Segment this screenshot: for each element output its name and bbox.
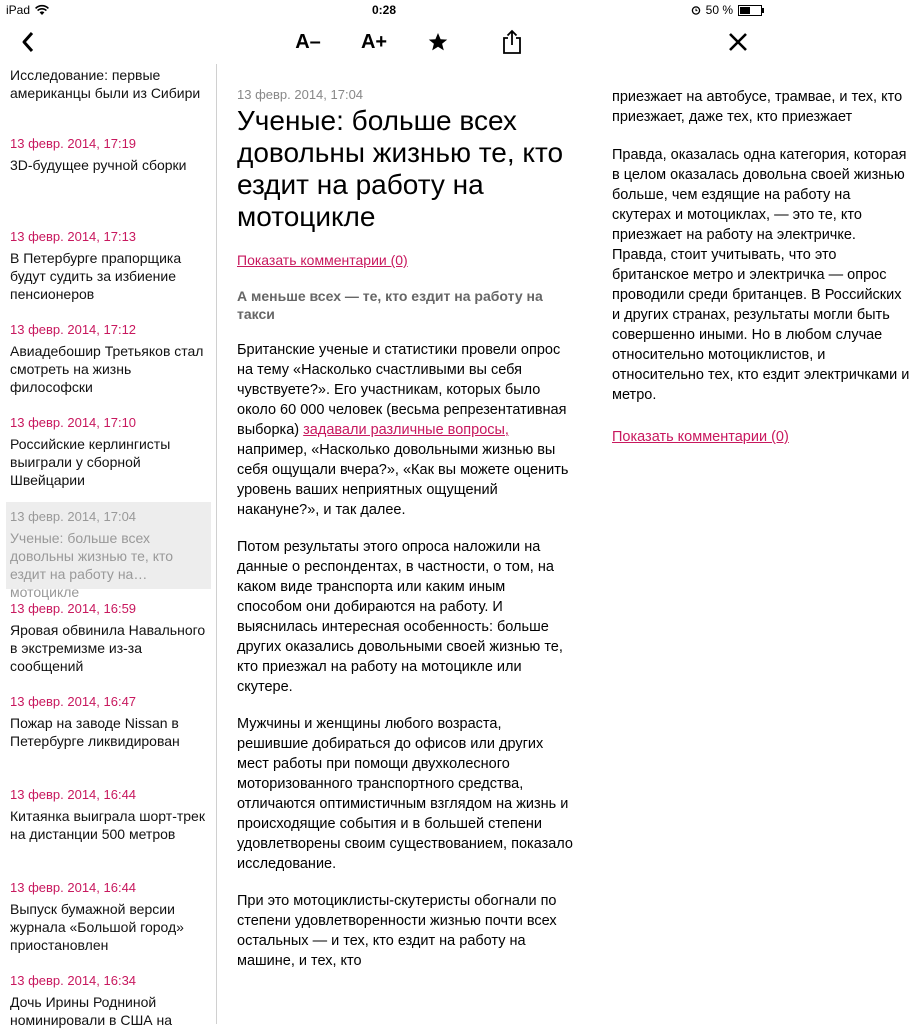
share-button[interactable] [498,20,526,64]
news-time: 13 февр. 2014, 17:04 [10,509,137,524]
news-list [0,64,217,1028]
paragraph-text: Британские ученые и статистики провели опрос на тему «Насколько счастливыми вы себя чувствуете?». Его участникам, которых было около 60 000 человек (весьма репрезентативная выборка) [237,342,567,438]
alarm-icon [691,5,701,15]
decrease-font-button[interactable]: A– [295,30,321,53]
news-title: Авиадебошир Третьяков стал смотреть на жизнь философски [10,343,204,395]
news-title: Китаянка выиграла шорт-трек на дистанции 500 метров [10,808,205,842]
show-comments-link-bottom[interactable]: Показать комментарии (0) [612,429,789,445]
news-title: Яровая обвинила Навального в экстремизме из-за сообщений [10,622,206,674]
news-item[interactable] [0,62,216,102]
news-time: 13 февр. 2014, 17:10 [10,415,137,430]
article [237,87,573,971]
article-paragraph [237,340,573,520]
article-paragraph: Потом результаты этого опроса наложили на данные о респондентах, в частности, о том, на каком виде транспорта или каким иным способом они добираются на работу. И выяснилась интересная особенность: больше других оказались довольными своей жизнью те, кто приезжал на работу на мотоцикле или скутере. [237,539,563,695]
article-time: 13 февр. 2014, 17:04 [237,87,364,102]
news-title: 3D-будущее ручной сборки [10,157,187,173]
show-comments-link[interactable]: Показать комментарии (0) [237,252,408,268]
news-time: 13 февр. 2014, 16:59 [10,601,137,616]
close-button[interactable] [724,20,752,64]
news-title: Пожар на заводе Nissan в Петербурге ликвидирован [10,715,180,749]
star-icon [428,32,448,52]
article-paragraph: При это мотоциклисты-скутеристы обогнали по степени удовлетворенности жизнью почти всех остальных — и тех, кто ездит на работу на машине, и тех, кто [237,893,557,969]
toolbar [0,20,768,64]
news-time: 13 февр. 2014, 17:12 [10,322,137,337]
news-time: 13 февр. 2014, 16:47 [10,694,137,709]
news-item[interactable] [0,972,216,1029]
news-title: Российские керлингисты выиграли у сборной Швейцарии [10,436,171,488]
news-item[interactable] [0,786,216,843]
news-time: 13 февр. 2014, 16:44 [10,880,137,895]
article-column-2 [612,87,910,447]
share-icon [502,29,522,55]
news-time: 13 февр. 2014, 16:34 [10,973,137,988]
news-title: Ученые: больше всех довольны жизнью те, кто ездит на работу на мотоцикле [10,530,174,600]
back-button[interactable] [14,20,42,64]
news-item[interactable] [0,693,216,750]
news-title: Дочь Ирины Родниной номинировали в США на [10,994,173,1028]
news-title: В Петербурге прапорщика будут судить за избиение пенсионеров [10,250,182,302]
article-paragraph: приезжает на автобусе, трамвае, и тех, кто приезжает, даже тех, кто приезжает [612,89,903,125]
paragraph-text: например, «Насколько довольными жизнью вы себя ощущали вчера?», «Как вы можете оценить уровень ваших неприятных ощущений накануне?», и так далее. [237,442,569,518]
news-title: Выпуск бумажной версии журнала «Большой город» приостановлен [10,901,184,953]
status-bar [0,0,768,20]
battery-icon [738,5,762,16]
chevron-left-icon [21,31,35,53]
news-item[interactable] [0,879,216,954]
increase-font-button[interactable]: A+ [360,30,388,53]
news-item-selected[interactable] [6,502,211,600]
news-item[interactable] [0,135,216,174]
device-name: iPad [6,3,31,17]
status-time: 0:28 [371,3,397,17]
news-item[interactable] [0,414,216,489]
article-title: Ученые: больше всех довольны жизнью те, кто ездит на работу на мотоцикле [237,105,564,232]
news-item[interactable] [0,321,216,396]
article-paragraph: Мужчины и женщины любого возраста, решившие добираться до офисов или других мест работы при помощи двухколесного моторизованного транспортного средства, отличаются оптимистичным взглядом на жизнь и происходящие события и в большей степени удовлетворены своим существованием, показало исследование. [237,716,573,872]
news-time: 13 февр. 2014, 17:19 [10,136,137,151]
news-time: 13 февр. 2014, 17:13 [10,229,137,244]
news-title: Исследование: первые американцы были из Сибири [10,67,201,101]
questions-link[interactable]: задавали различные вопросы, [303,422,509,438]
news-time: 13 февр. 2014, 16:44 [10,787,137,802]
battery-percent: 50 % [705,3,733,17]
article-lead: А меньше всех — те, кто ездит на работу на такси [237,288,543,322]
news-item[interactable] [0,600,216,675]
favorite-button[interactable] [424,20,452,64]
close-icon [728,32,748,52]
article-paragraph: Правда, оказалась одна категория, которая в целом оказалась довольна своей жизнью больше, чем ездящие на работу на скутерах и мотоциклах, — это те, кто приезжает на работу на электричке. Правда, стоит учитывать, что это британское метро и электричка — опрос проводили среди британцев. В Российских и других странах, результаты могли быть совершенно иными. Но в любом случае относительно мотоциклистов, и относительно тех, кто ездит электричками и метро. [612,147,910,403]
news-item[interactable] [0,228,216,303]
